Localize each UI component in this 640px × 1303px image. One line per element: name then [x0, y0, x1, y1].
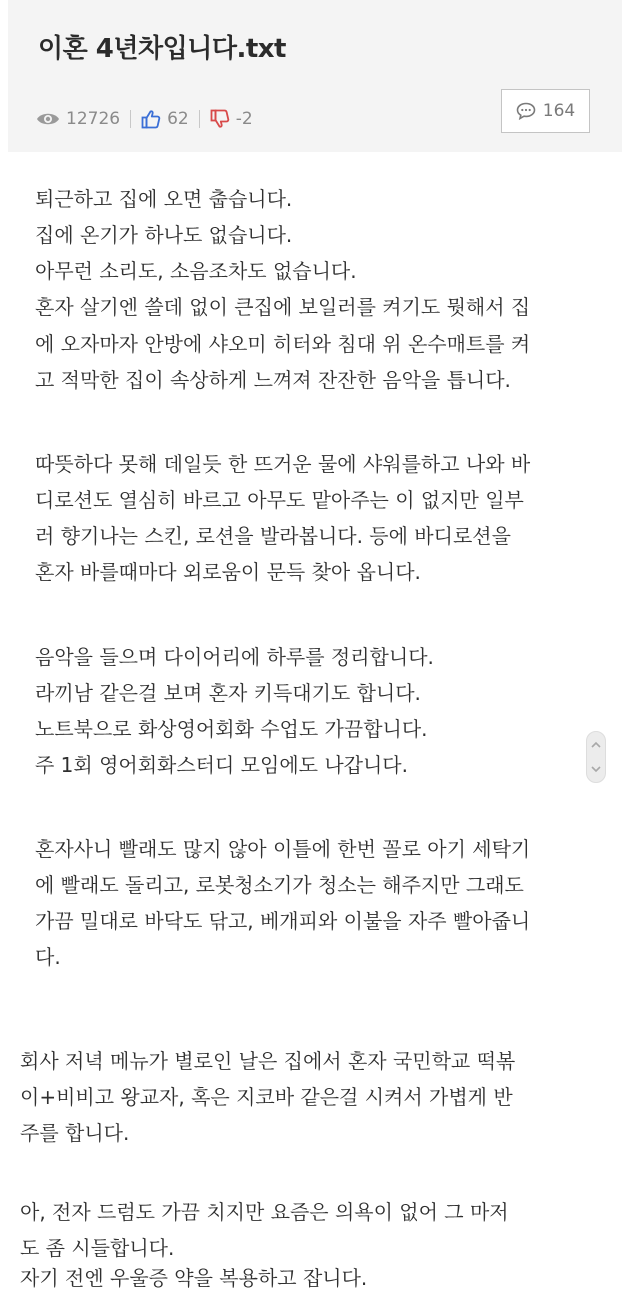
body-line: 디로션도 열심히 바르고 아무도 맡아주는 이 없지만 일부: [35, 488, 524, 512]
body-line: 혼자 바를때마다 외로움이 문득 찾아 옵니다.: [35, 560, 421, 584]
body-line: 혼자사니 빨래도 많지 않아 이틀에 한번 꼴로 아기 세탁기: [35, 837, 531, 861]
body-line: 에 오자마자 안방에 샤오미 히터와 침대 위 온수매트를 켜: [35, 332, 531, 356]
comments-count: 164: [542, 101, 576, 121]
body-line: 라끼남 같은걸 보며 혼자 키득대기도 합니다.: [35, 681, 421, 705]
body-line: 집에 온기가 하나도 없습니다.: [35, 223, 293, 247]
body-line: 러 향기나는 스킨, 로션을 발라봅니다. 등에 바디로션을: [35, 524, 511, 548]
views-count: 12726: [66, 109, 121, 129]
body-line: 이+비비고 왕교자, 혹은 지코바 같은걸 시켜서 가볍게 반: [20, 1085, 513, 1109]
body-line: 혼자 살기엔 쓸데 없이 큰집에 보일러를 켜기도 뭣해서 집: [35, 295, 531, 319]
chevron-down-icon: [591, 765, 601, 773]
scroll-handle[interactable]: [586, 731, 606, 783]
body-line: 주 1회 영어회화스터디 모임에도 나갑니다.: [35, 753, 408, 777]
body-line: 회사 저녁 메뉴가 별로인 날은 집에서 혼자 국민학교 떡볶: [20, 1049, 516, 1073]
body-line: 고 적막한 집이 속상하게 느껴져 잔잔한 음악을 틉니다.: [35, 368, 511, 392]
dislikes-count: -2: [235, 109, 253, 129]
body-line: 도 좀 시들합니다.: [20, 1236, 175, 1260]
body-line: 퇴근하고 집에 오면 춥습니다.: [35, 187, 293, 211]
body-line: 다.: [35, 945, 61, 969]
chevron-up-icon: [591, 741, 601, 749]
likes-count: 62: [167, 109, 189, 129]
body-line: 노트북으로 화상영어회화 수업도 가끔합니다.: [35, 717, 428, 741]
body-line: 주를 합니다.: [20, 1121, 130, 1145]
body-line: 에 빨래도 돌리고, 로봇청소기가 청소는 해주지만 그래도: [35, 873, 524, 897]
body-line: 아무런 소리도, 소음조차도 없습니다.: [35, 259, 357, 283]
body-line: 음악을 들으며 다이어리에 하루를 정리합니다.: [35, 645, 434, 669]
post-title: 이혼 4년차입니다.txt: [38, 34, 286, 64]
body-line: 아, 전자 드럼도 가끔 치지만 요즘은 의욕이 없어 그 마저: [20, 1200, 509, 1224]
body-line: 가끔 밀대로 바닥도 닦고, 베개피와 이불을 자주 빨아줍니: [35, 909, 531, 933]
body-line: 자기 전엔 우울증 약을 복용하고 잡니다.: [20, 1266, 368, 1290]
body-line: 따뜻하다 못해 데일듯 한 뜨거운 물에 샤워를하고 나와 바: [35, 452, 531, 476]
